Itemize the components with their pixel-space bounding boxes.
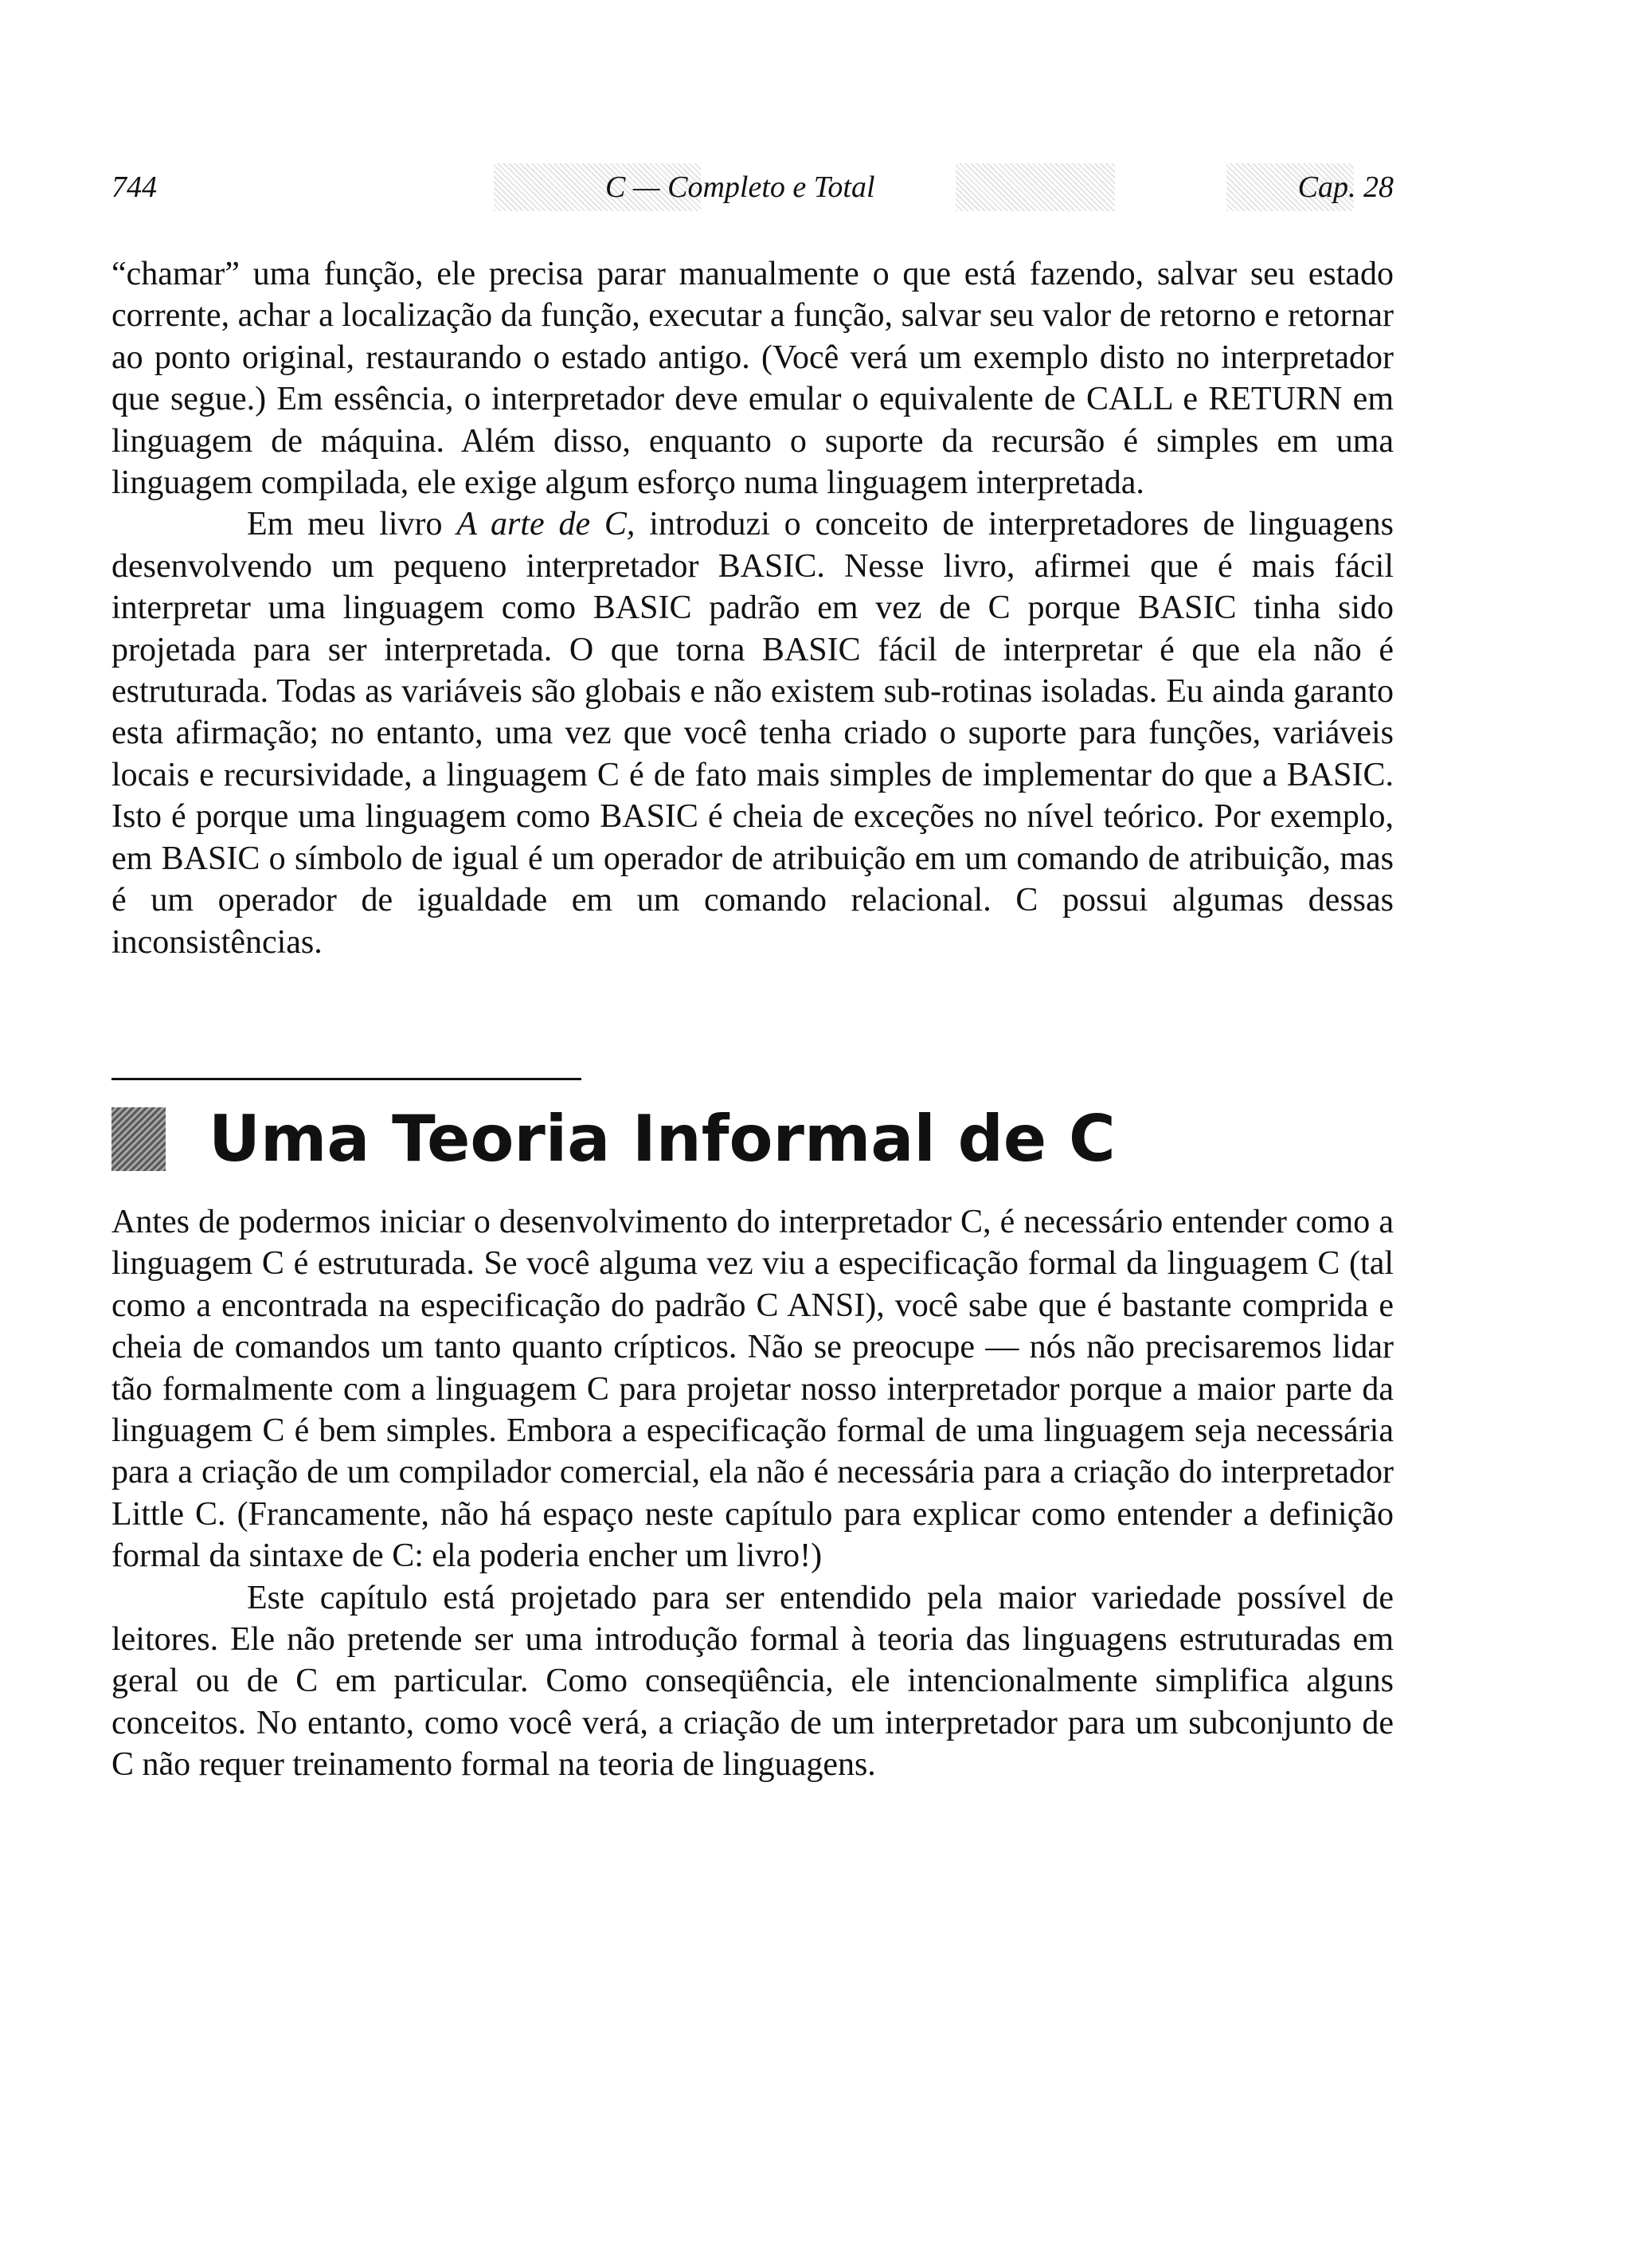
body-text-section <box>111 1201 1394 1786</box>
running-header <box>111 163 1394 211</box>
section-heading: Uma Teoria Informal de C <box>209 1102 1116 1176</box>
continued-paragraph: “chamar” uma função, ele precisa parar manualmente o que está fazendo, salvar seu estado corrente, achar a localização da função, executar a função, salvar seu valor de retorno e retornar ao ponto original, restaurando o estado antigo. (Você verá um exemplo disto no interpretador que segue.) Em essência, o interpretador deve emular o equivalente de CALL e RETURN em linguagem de máquina. Além disso, enquanto o suporte da recursão é simples em uma linguagem compilada, ele exige algum esforço numa linguagem interpretada. <box>111 256 1394 502</box>
section-heading-rule <box>111 1078 581 1080</box>
body-paragraph <box>111 503 1394 962</box>
body-paragraph: Antes de podermos iniciar o desenvolvimento do interpretador C, é necessário entender como a linguagem C é estruturada. Se você alguma vez viu a especificação formal da linguagem C (tal como a encontrada na especificação do padrão C ANSI), você sabe que é bastante comprida e cheia de comandos um tanto quanto crípticos. Não se preocupe — nós não precisaremos lidar tão formalmente com a linguagem C para projetar nosso interpretador porque a maior parte da linguagem C é bem simples. Embora a especificação formal de uma linguagem seja necessária para a criação de um compilador comercial, ela não é necessária para a criação do interpretador Little C. (Francamente, não há espaço neste capítulo para explicar como entender a definição formal da sintaxe de C: ela poderia encher um livro!) <box>111 1204 1394 1575</box>
cited-book-title: A arte de C, <box>456 506 636 543</box>
section-marker-square <box>111 1107 166 1171</box>
paragraph-text: Em meu livro <box>247 506 457 543</box>
body-text-top <box>111 253 1394 963</box>
header-halftone-band <box>956 163 1115 211</box>
page-number: 744 <box>111 170 157 204</box>
chapter-reference: Cap. 28 <box>1297 170 1394 204</box>
paragraph-text: introduzi o conceito de interpretadores de linguagens desenvolvendo um pequeno interpretador BASIC. Nesse livro, afirmei que é mais fácil interpretar uma linguagem como BASIC padrão em vez de C porque BASIC tinha sido projetada para ser interpretada. O que torna BASIC fácil de interpretar é que ela não é estruturada. Todas as variáveis são globais e não existem sub-rotinas isoladas. Eu ainda garanto esta afirmação; no entanto, uma vez que você tenha criado o suporte para funções, variáveis locais e recursividade, a linguagem C é de fato mais simples de implementar do que a BASIC. Isto é porque uma linguagem como BASIC é cheia de exceções no nível teórico. Por exemplo, em BASIC o símbolo de igual é um operador de atribuição em um comando de atribuição, mas é um operador de igualdade em um comando relacional. C possui algumas dessas inconsistências. <box>111 506 1394 961</box>
body-paragraph: Este capítulo está projetado para ser entendido pela maior variedade possível de leitores. Ele não pretende ser uma introdução formal à teoria das linguagens estruturadas em geral ou de C em particular. Como conseqüência, ele intencionalmente simplifica alguns conceitos. No entanto, como você verá, a criação de um interpretador para um subconjunto de C não requer treinamento formal na teoria de linguagens. <box>111 1579 1394 1784</box>
running-book-title: C — Completo e Total <box>605 170 875 204</box>
